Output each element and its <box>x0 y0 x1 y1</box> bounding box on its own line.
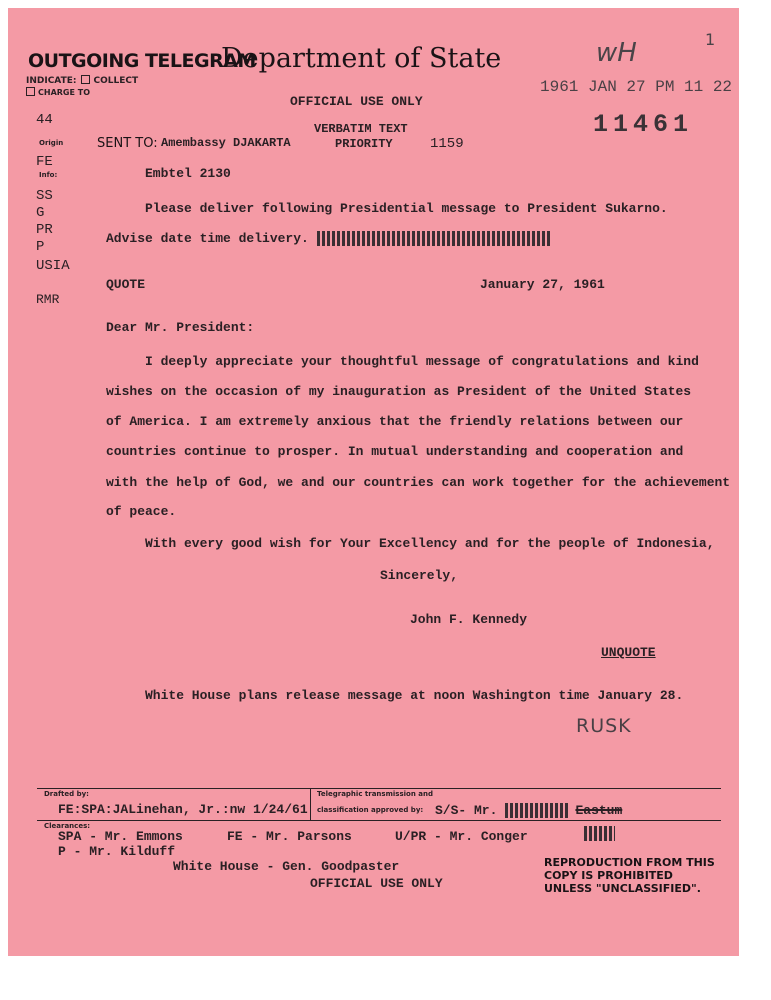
clearance-struck <box>584 826 615 841</box>
clearance-fe: FE - Mr. Parsons <box>227 829 352 844</box>
info-usia: USIA <box>36 258 70 274</box>
quote-marker: QUOTE <box>106 277 146 292</box>
sent-to-label: SENT TO: <box>97 136 158 151</box>
approved-by <box>435 803 622 818</box>
drafted-label: Drafted by: <box>44 790 89 798</box>
salutation: Dear Mr. President: <box>106 320 255 335</box>
drafted-value: FE:SPA:JALinehan, Jr.:nw 1/24/61 <box>58 802 308 817</box>
collect-checkbox <box>81 75 90 84</box>
rusk-stamp: RUSK <box>576 715 632 737</box>
indicate-row <box>26 75 138 86</box>
telegram-form <box>8 8 739 956</box>
paragraph-line-3: of America. I am extremely anxious that the friendly relations between our <box>106 414 684 429</box>
clearance-upr: U/PR - Mr. Conger <box>395 829 528 844</box>
reproduction-line-1: REPRODUCTION FROM THIS <box>544 856 715 869</box>
clearance-white-house: White House - Gen. Goodpaster <box>173 859 400 874</box>
form-name: OUTGOING TELEGRAM <box>28 50 256 72</box>
reproduction-line-3: UNLESS "UNCLASSIFIED". <box>544 882 701 895</box>
reproduction-notice <box>544 856 715 895</box>
info-pr: PR <box>36 222 53 238</box>
classification-top: OFFICIAL USE ONLY <box>290 94 423 109</box>
paragraph-line-6: of peace. <box>106 504 177 519</box>
date-time-stamp: 1961 JAN 27 PM 11 22 <box>540 78 733 96</box>
clearance-struck-marks <box>584 826 615 841</box>
embtel-reference: Embtel 2130 <box>145 166 231 181</box>
paragraph-line-5: with the help of God, we and our countries can work together for the achievement <box>106 475 731 490</box>
handwritten-initials: wH <box>596 38 637 68</box>
footer-rule-bottom <box>37 820 721 821</box>
sincerely: Sincerely, <box>380 568 459 583</box>
info-g: G <box>36 205 45 221</box>
indicate-label: INDICATE: <box>26 76 77 86</box>
approved-prefix: S/S- Mr. <box>435 803 498 818</box>
clearance-p: P - Mr. Kilduff <box>58 844 176 859</box>
approved-struck <box>505 803 567 818</box>
struck-text <box>317 231 551 246</box>
telegraphic-label-2: classification approved by: <box>317 806 424 814</box>
release-instruction: White House plans release message at noon Washington time January 28. <box>145 688 684 703</box>
verbatim-text: VERBATIM TEXT <box>314 122 408 136</box>
priority-marker: PRIORITY <box>335 137 393 151</box>
info-ss: SS <box>36 188 53 204</box>
telegram-number-stamp: 11461 <box>593 110 694 139</box>
advise-text: Advise date time delivery. <box>106 231 309 246</box>
classification-bottom: OFFICIAL USE ONLY <box>310 876 443 891</box>
origin-label: Origin <box>39 139 64 147</box>
clearance-spa: SPA - Mr. Emmons <box>58 829 183 844</box>
paragraph-line-1: I deeply appreciate your thoughtful message of congratulations and kind <box>145 354 699 369</box>
origin-value: FE <box>36 154 53 170</box>
signature-name: John F. Kennedy <box>410 612 528 627</box>
approved-name: Eastum <box>575 803 623 818</box>
department-title: Department of State <box>221 43 502 74</box>
sent-to-value: Amembassy DJAKARTA <box>161 136 291 150</box>
telegram-serial: 1159 <box>430 136 464 152</box>
instruction-line: Please deliver following Presidential message to President Sukarno. <box>145 201 668 216</box>
routing-count: 44 <box>36 112 53 128</box>
closing-line: With every good wish for Your Excellency and for the people of Indonesia, <box>145 536 715 551</box>
charge-row <box>26 87 90 97</box>
footer-divider <box>310 788 311 820</box>
info-label: Info: <box>39 171 58 179</box>
clearances-label: Clearances: <box>44 822 91 830</box>
telegraphic-label-1: Telegraphic transmission and <box>317 790 433 798</box>
footer-rule-top <box>37 788 721 789</box>
letter-date: January 27, 1961 <box>480 277 605 292</box>
unquote-marker: UNQUOTE <box>601 645 656 660</box>
paragraph-line-4: countries continue to prosper. In mutual understanding and cooperation and <box>106 444 684 459</box>
info-p: P <box>36 239 45 255</box>
handwritten-page-number: 1 <box>705 30 716 49</box>
advise-line <box>106 231 551 246</box>
collect-label: COLLECT <box>93 76 139 86</box>
reproduction-line-2: COPY IS PROHIBITED <box>544 869 673 882</box>
rmr-initials: RMR <box>36 292 60 307</box>
paragraph-line-2: wishes on the occasion of my inauguration as President of the United States <box>106 384 692 399</box>
charge-to-checkbox <box>26 87 35 96</box>
charge-to-label: CHARGE TO <box>38 88 90 97</box>
